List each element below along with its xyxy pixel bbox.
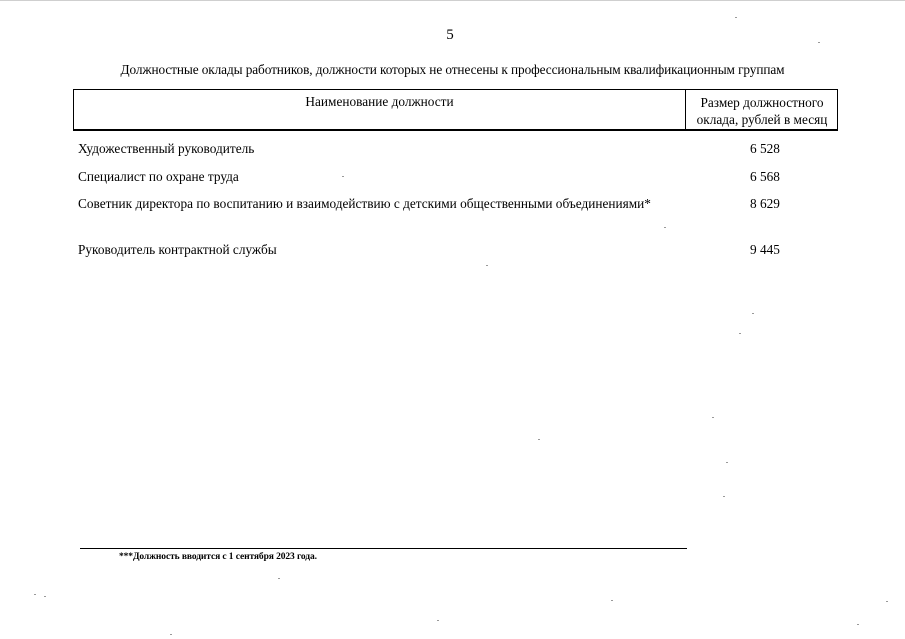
scan-speck — [739, 333, 741, 334]
position-name: Советник директора по воспитанию и взаимодействию с детскими общественными объединениями* — [78, 196, 651, 211]
scan-speck — [486, 265, 488, 266]
scan-speck — [44, 596, 46, 597]
scan-speck — [611, 600, 613, 601]
scan-speck — [538, 439, 540, 440]
scan-speck — [818, 42, 820, 43]
salary-amount: 9 445 — [750, 242, 780, 257]
footnote-separator — [80, 548, 687, 549]
table-caption: Должностные оклады работников, должности которых не отнесены к профессиональным квалификационным группам — [120, 62, 785, 77]
footnote-text: ***Должность вводится с 1 сентября 2023 года. — [119, 552, 317, 562]
scan-speck — [712, 417, 714, 418]
scan-speck — [735, 17, 737, 18]
scan-speck — [278, 578, 280, 579]
page-number: 5 — [446, 27, 454, 43]
header-salary-line2: оклада, рублей в месяц — [696, 112, 828, 127]
scan-speck — [664, 227, 666, 228]
scan-speck — [342, 176, 344, 177]
scan-speck — [34, 594, 36, 595]
scan-speck — [437, 620, 439, 621]
salary-amount: 6 568 — [750, 169, 780, 184]
salary-amount: 6 528 — [750, 141, 780, 156]
scan-speck — [857, 624, 859, 625]
header-salary-line1: Размер должностного — [700, 95, 824, 110]
scan-speck — [170, 634, 172, 635]
scan-speck — [723, 496, 725, 497]
scan-speck — [752, 313, 754, 314]
header-position-name: Наименование должности — [305, 94, 454, 109]
position-name: Художественный руководитель — [78, 141, 255, 156]
salary-amount: 8 629 — [750, 196, 780, 211]
table-header — [73, 89, 838, 131]
position-name: Специалист по охране труда — [78, 169, 239, 184]
header-salary-amount — [686, 94, 838, 128]
page-top-edge — [0, 0, 905, 1]
scan-speck — [886, 601, 888, 602]
scan-speck — [726, 462, 728, 463]
position-name: Руководитель контрактной службы — [78, 242, 277, 257]
